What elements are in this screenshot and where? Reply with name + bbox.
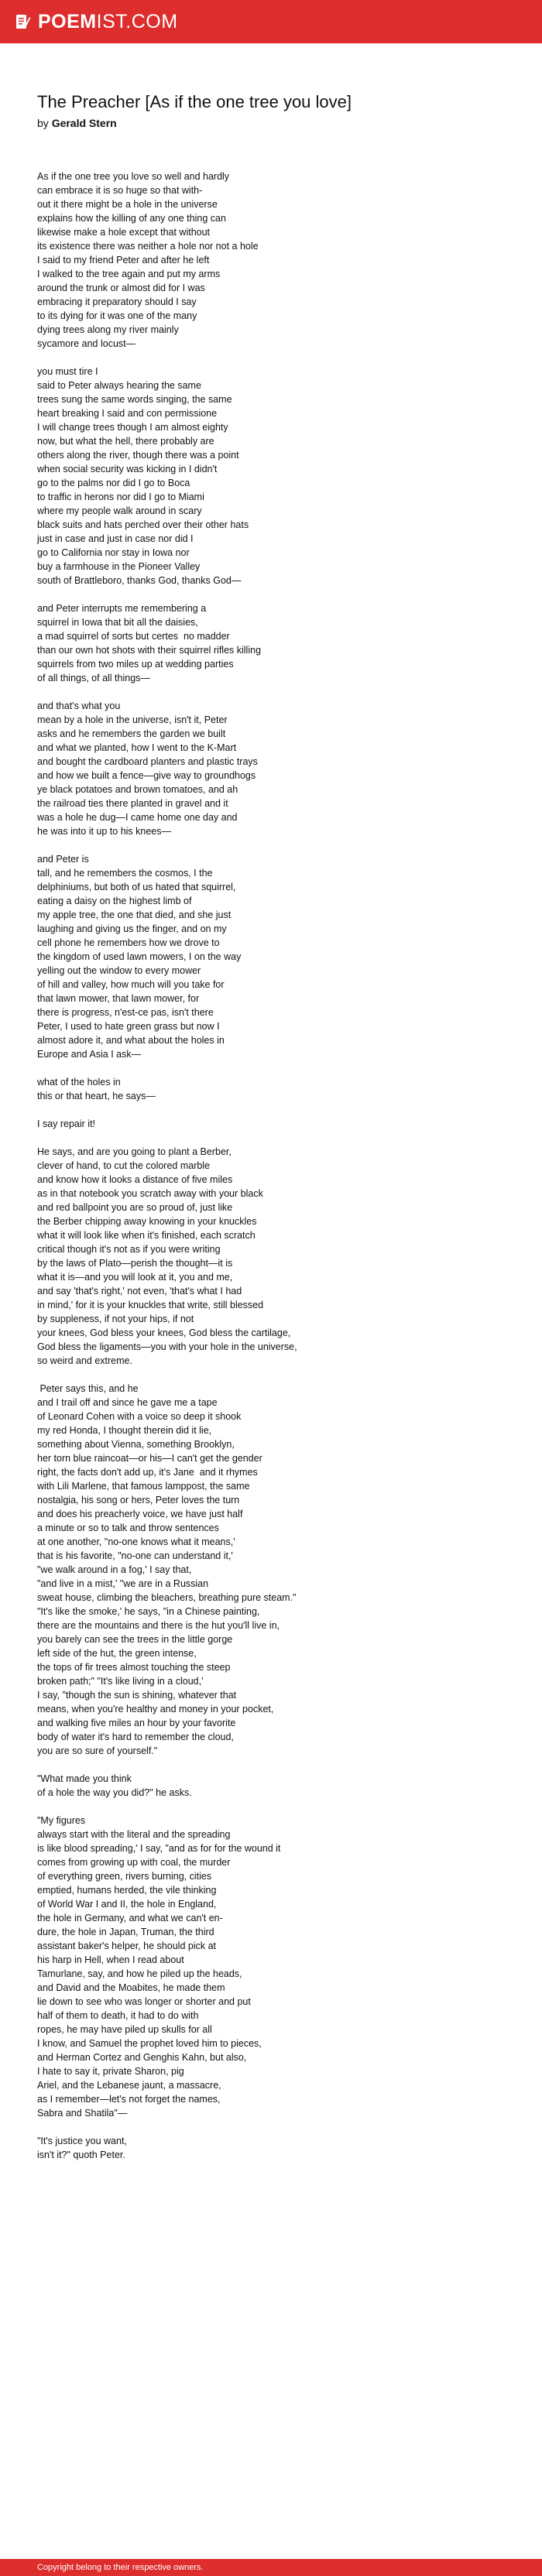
poem-line: and I trail off and since he gave me a tape (37, 1397, 218, 1408)
poem-line: and does his preacherly voice, we have just half (37, 1509, 243, 1519)
poem-line: and know how it looks a distance of five miles (37, 1174, 233, 1185)
poem-line: and that's what you (37, 701, 121, 711)
poem-line: broken path;" "It's like living in a cloud,' (37, 1676, 204, 1687)
poem-line: of Leonard Cohen with a voice so deep it shook (37, 1411, 242, 1422)
poem-line: cell phone he remembers how we drove to (37, 937, 220, 948)
poem-line: can embrace it is so huge so that with- (37, 185, 203, 196)
poem-line: means, when you're healthy and money in your pocket, (37, 1704, 274, 1714)
poem-stanza (37, 1117, 517, 1131)
poem-line: my apple tree, the one that died, and she just (37, 909, 232, 920)
poem-line: the tops of fir trees almost touching the steep (37, 1662, 231, 1673)
poem-line: its existence there was neither a hole nor not a hole (37, 241, 259, 252)
poem-line: comes from growing up with coal, the murder (37, 1857, 231, 1868)
poem-line: half of them to death, it had to do with (37, 2010, 199, 2021)
poem-line: He says, and are you going to plant a Berber, (37, 1146, 232, 1157)
poem-stanza (37, 1145, 517, 1368)
poem-line: this or that heart, he says— (37, 1091, 156, 1101)
poem-line: critical though it's not as if you were writing (37, 1244, 221, 1255)
poem-line: embracing it preparatory should I say (37, 296, 197, 307)
poem-line: and walking five miles an hour by your favorite (37, 1718, 236, 1728)
poem-line: I said to my friend Peter and after he left (37, 255, 210, 265)
poem-line: emptied, humans herded, the vile thinking (37, 1885, 217, 1896)
copyright-text: Copyright belong to their respective owners. (37, 2563, 204, 2572)
poem-line: there is progress, n'est-ce pas, isn't there (37, 1007, 214, 1018)
poem-line: you barely can see the trees in the little gorge (37, 1634, 233, 1645)
poem-line: Europe and Asia I ask— (37, 1049, 142, 1060)
poem-line: the Berber chipping away knowing in your knuckles (37, 1216, 257, 1227)
site-name (38, 12, 178, 32)
poem-line: assistant baker's helper, he should pick at (37, 1941, 216, 1951)
poem-line: to its dying for it was one of the many (37, 310, 197, 321)
poem-title: The Preacher [As if the one tree you love] (37, 92, 352, 111)
poem-line: "My figures (37, 1815, 86, 1826)
poem-line: what it is—and you will look at it, you and me, (37, 1272, 233, 1283)
poem-line: "It's like the smoke,' he says, "in a Chinese painting, (37, 1606, 260, 1617)
poem-line: I know, and Samuel the prophet loved him to pieces, (37, 2038, 262, 2049)
poem-line: you must tire I (37, 366, 98, 377)
poem-line: isn't it?" quoth Peter. (37, 2150, 125, 2160)
poem-line: of a hole the way you did?" he asks. (37, 1787, 192, 1798)
poem-line: eating a daisy on the highest limb of (37, 896, 192, 906)
poem-stanza (37, 365, 517, 587)
author-name[interactable]: Gerald Stern (51, 117, 117, 129)
poem-line: what of the holes in (37, 1077, 121, 1088)
poem-line: out it there might be a hole in the universe (37, 199, 218, 210)
poem-line: body of water it's hard to remember the cloud, (37, 1732, 234, 1742)
poem-line: so weird and extreme. (37, 1355, 132, 1366)
poem-line: her torn blue raincoat—or his—I can't get the gender (37, 1453, 262, 1464)
poem-line: you are so sure of yourself." (37, 1745, 158, 1756)
by-label: by (37, 117, 49, 129)
poem-line: by the laws of Plato—perish the thought—it is (37, 1258, 233, 1269)
poem-line: Sabra and Shatila"— (37, 2108, 128, 2119)
poem-line: at one another, "no-one knows what it means,' (37, 1536, 235, 1547)
poem-line: that is his favorite, "no-one can understand it,' (37, 1550, 233, 1561)
site-logo[interactable] (14, 12, 178, 32)
byline (37, 116, 517, 130)
poem-line: around the trunk or almost did for I was (37, 283, 205, 293)
poem-line: a mad squirrel of sorts but certes no madder (37, 631, 230, 642)
poem-line: that lawn mower, that lawn mower, for (37, 993, 200, 1004)
poem-line: heart breaking I said and con permissione (37, 408, 218, 419)
poem-line: south of Brattleboro, thanks God, thanks God— (37, 575, 242, 586)
poem-line: now, but what the hell, there probably are (37, 436, 214, 447)
poem-stanza (37, 170, 517, 351)
poem-line: and Peter interrupts me remembering a (37, 603, 207, 614)
poem-line: ye black potatoes and brown tomatoes, and ah (37, 784, 238, 795)
poem-line: of hill and valley, how much will you take for (37, 979, 225, 990)
poem-header (37, 91, 517, 130)
poem-line: with Lili Marlene, that famous lamppost, the same (37, 1481, 250, 1492)
poem-line: others along the river, though there was a point (37, 450, 239, 461)
poem-line: as I remember—let's not forget the names, (37, 2094, 221, 2105)
poem-line: a minute or so to talk and throw sentences (37, 1523, 219, 1533)
poem-line: than our own hot shots with their squirrel rifles killing (37, 645, 262, 656)
poem-line: and bought the cardboard planters and plastic trays (37, 756, 258, 767)
poem-line: he was into it up to his knees— (37, 826, 172, 837)
poem-line: buy a farmhouse in the Pioneer Valley (37, 561, 201, 572)
poem-line: as in that notebook you scratch away with your black (37, 1188, 263, 1199)
poem-line: his harp in Hell, when I read about (37, 1954, 184, 1965)
poem-line: sweat house, climbing the bleachers, breathing pure steam." (37, 1592, 297, 1603)
poem-line: left side of the hut, the green intense, (37, 1648, 197, 1659)
poem-line: I hate to say it, private Sharon, pig (37, 2066, 184, 2077)
poem-line: I say, "though the sun is shining, whatever that (37, 1690, 237, 1701)
poem-line: and what we planted, how I went to the K-Mart (37, 742, 237, 753)
poem-line: dure, the hole in Japan, Truman, the third (37, 1927, 214, 1937)
poem-line: sycamore and locust— (37, 338, 136, 349)
poem-line: clever of hand, to cut the colored marble (37, 1160, 211, 1171)
poem-line: delphiniums, but both of us hated that squirrel, (37, 882, 236, 892)
poem-line: likewise make a hole except that without (37, 227, 211, 238)
poem-stanza (37, 1382, 517, 1758)
poem-line: and how we built a fence—give way to groundhogs (37, 770, 256, 781)
poem-line: by suppleness, if not your hips, if not (37, 1314, 194, 1324)
poem-line: I say repair it! (37, 1118, 96, 1129)
poem-line: asks and he remembers the garden we built (37, 728, 226, 739)
poem-line: was a hole he dug—I came home one day and (37, 812, 238, 823)
poem-line: go to California nor stay in Iowa nor (37, 547, 190, 558)
poem-stanza (37, 1772, 517, 1800)
poem-line: just in case and just in case nor did I (37, 533, 194, 544)
poem-line: and Peter is (37, 854, 89, 865)
poem-line: of World War I and II, the hole in England, (37, 1899, 217, 1910)
poem-line: tall, and he remembers the cosmos, I the (37, 868, 213, 879)
poem-stanza (37, 2134, 517, 2162)
poem-line: nostalgia, his song or hers, Peter loves the turn (37, 1495, 240, 1506)
poem-line: black suits and hats perched over their other hats (37, 519, 249, 530)
poem-line: and Herman Cortez and Genghis Kahn, but also, (37, 2052, 247, 2063)
poem-line: my red Honda, I thought therein did it lie, (37, 1425, 212, 1436)
poem-line: mean by a hole in the universe, isn't it, Peter (37, 714, 228, 725)
poem-line: of everything green, rivers burning, cities (37, 1871, 212, 1882)
poem-line: ropes, he may have piled up skulls for all (37, 2024, 212, 2035)
poem-stanza (37, 1075, 517, 1103)
poem-line: squirrels from two miles up at wedding parties (37, 659, 234, 670)
poem-line: God bless the ligaments—you with your hole in the universe, (37, 1341, 297, 1352)
site-name-light: IST.COM (96, 10, 178, 33)
poem-stanza (37, 601, 517, 685)
poem-line: the hole in Germany, and what we can't en- (37, 1913, 223, 1923)
poem-line: explains how the killing of any one thing can (37, 213, 226, 224)
poem-line: to traffic in herons nor did I go to Miami (37, 492, 204, 502)
poem-line: in mind,' for it is your knuckles that write, still blessed (37, 1300, 264, 1310)
poem-stanza (37, 852, 517, 1061)
poem-line: Peter, I used to hate green grass but now I (37, 1021, 220, 1032)
poem-line: what it will look like when it's finished, each scratch (37, 1230, 256, 1241)
site-name-bold: POEM (38, 10, 97, 33)
poem-line: Peter says this, and he (37, 1383, 139, 1394)
poem-line: the railroad ties there planted in gravel and it (37, 798, 228, 809)
poem-line: and red ballpoint you are so proud of, just like (37, 1202, 233, 1213)
poem-line: dying trees along my river mainly (37, 324, 179, 335)
poem-line: right, the facts don't add up, it's Jane and it rhymes (37, 1467, 258, 1478)
poem-line: Ariel, and the Lebanese jaunt, a massacre, (37, 2080, 221, 2091)
top-bar (0, 0, 542, 43)
poemist-logo-icon (14, 13, 31, 30)
poem-line: Tamurlane, say, and how he piled up the heads, (37, 1968, 242, 1979)
poem-line: said to Peter always hearing the same (37, 380, 201, 391)
poem-body (37, 170, 517, 2176)
poem-line: when social security was kicking in I didn't (37, 464, 218, 474)
poem-line: there are the mountains and there is the hut you'll live in, (37, 1620, 280, 1631)
poem-line: "It's justice you want, (37, 2136, 127, 2146)
poem-line: lie down to see who was longer or shorter and put (37, 1996, 251, 2007)
poem-line: something about Vienna, something Brooklyn, (37, 1439, 235, 1450)
poem-line: I will change trees though I am almost eighty (37, 422, 228, 433)
poem-line: trees sung the same words singing, the same (37, 394, 232, 405)
poem-line: the kingdom of used lawn mowers, I on the way (37, 951, 242, 962)
poem-line: where my people walk around in scary (37, 505, 202, 516)
footer (0, 2559, 542, 2576)
poem-line: I walked to the tree again and put my arms (37, 269, 221, 279)
poem-line: always start with the literal and the spreading (37, 1829, 231, 1840)
poem-line: is like blood spreading,' I say, "and as for for the wound it (37, 1843, 281, 1854)
poem-line: and David and the Moabites, he made them (37, 1982, 225, 1993)
poem-stanza (37, 699, 517, 838)
poem-line: squirrel in Iowa that bit all the daisies, (37, 617, 198, 628)
poem-line: "we walk around in a fog,' I say that, (37, 1564, 192, 1575)
poem-line: laughing and giving us the finger, and on my (37, 923, 227, 934)
poem-line: "What made you think (37, 1773, 132, 1784)
poem-line: and say 'that's right,' not even, 'that's what I had (37, 1286, 242, 1297)
poem-line: yelling out the window to every mower (37, 965, 201, 976)
poem-line: your knees, God bless your knees, God bless the cartilage, (37, 1327, 291, 1338)
poem-line: go to the palms nor did I go to Boca (37, 478, 190, 488)
poem-line: "and live in a mist,' "we are in a Russian (37, 1578, 209, 1589)
poem-line: As if the one tree you love so well and hardly (37, 171, 230, 182)
poem-line: almost adore it, and what about the holes in (37, 1035, 225, 1046)
poem-stanza (37, 1814, 517, 2120)
poem-line: of all things, of all things— (37, 673, 150, 683)
